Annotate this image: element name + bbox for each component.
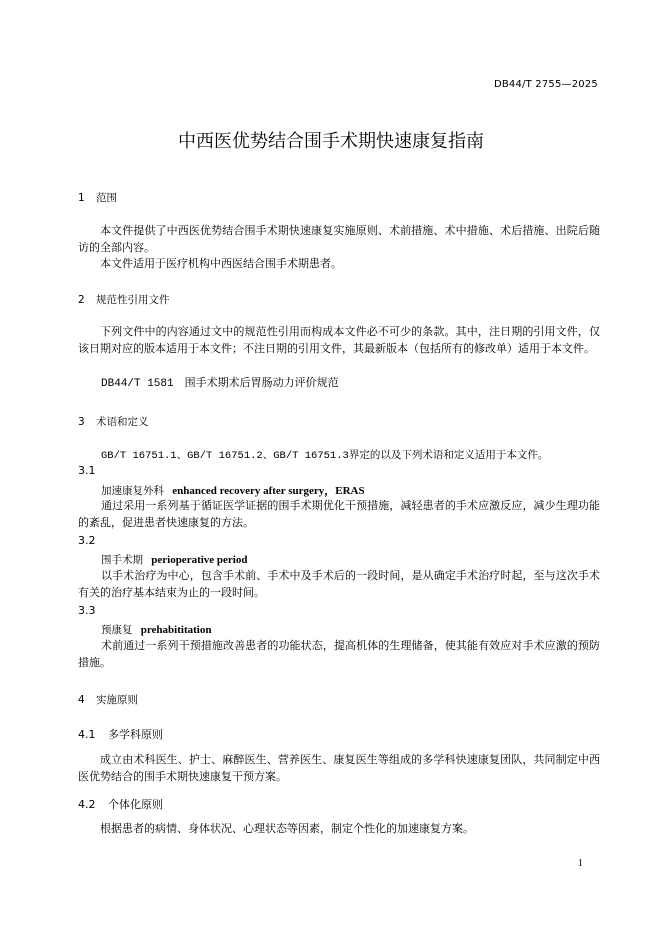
section-1-paragraph-1: 本文件提供了中西医优势结合围手术期快速康复实施原则、术前措施、术中措施、术后措施、出院后随访的全部内容。 — [78, 225, 600, 254]
term-heading — [101, 552, 247, 567]
term-english: prehabititation — [140, 624, 212, 636]
subsection-number: 4.2 — [78, 798, 96, 811]
subsection-4-1-heading — [78, 726, 163, 742]
term-definition: 术前通过一系列干预措施改善患者的功能状态，提高机体的生理储备，使其能有效应对手术应激的预防措施。 — [78, 640, 600, 669]
term-chinese: 围手术期 — [101, 554, 143, 566]
document-title: 中西医优势结合围手术期快速康复指南 — [178, 131, 484, 152]
term-chinese: 预康复 — [101, 624, 133, 636]
subsection-4-2-text: 根据患者的病情、身体状况、心理状态等因素，制定个性化的加速康复方案。 — [100, 823, 474, 835]
term-definition: 以手术治疗为中心，包含手术前、手术中及手术后的一段时间，是从确定手术治疗时起，至与这次手术有关的治疗基本结束为止的一段时间。 — [78, 570, 600, 599]
term-number: 3.1 — [78, 464, 96, 477]
term-number: 3.3 — [78, 604, 96, 617]
section-3-heading — [78, 414, 149, 429]
subsection-4-2-heading — [78, 796, 163, 812]
section-title: 范围 — [96, 192, 117, 204]
subsection-4-1-text: 成立由术科医生、护士、麻醉医生、营养医生、康复医生等组成的多学科快速康复团队，共同制定中西医优势结合的围手术期快速康复干预方案。 — [78, 754, 600, 783]
subsection-title: 多学科原则 — [108, 728, 163, 741]
section-number: 1 — [78, 192, 85, 204]
subsection-title: 个体化原则 — [108, 798, 163, 811]
section-3-intro: GB/T 16751.1、GB/T 16751.2、GB/T 16751.3界定的以及下列术语和定义适用于本文件。 — [101, 450, 549, 462]
term-definition: 通过采用一系列基于循证医学证据的围手术期优化干预措施，减轻患者的手术应激反应，减少生理功能的紊乱，促进患者快速康复的方法。 — [78, 500, 600, 529]
section-1-paragraph-2: 本文件适用于医疗机构中西医结合围手术期患者。 — [100, 258, 342, 270]
section-title: 术语和定义 — [96, 416, 149, 428]
section-4-heading — [78, 692, 138, 707]
term-number: 3.2 — [78, 534, 96, 547]
section-title: 实施原则 — [96, 694, 138, 706]
document-code: DB44/T 2755—2025 — [493, 79, 598, 90]
normative-reference: DB44/T 1581 围手术期术后胃肠动力评价规范 — [101, 378, 339, 390]
section-2-heading — [78, 292, 170, 307]
term-heading — [101, 622, 211, 637]
section-1-heading — [78, 190, 117, 205]
page-number: 1 — [578, 858, 583, 869]
section-title: 规范性引用文件 — [96, 294, 170, 306]
section-number: 2 — [78, 294, 85, 306]
section-number: 4 — [78, 694, 85, 706]
section-2-paragraph-1: 下列文件中的内容通过文中的规范性引用而构成本文件必不可少的条款。其中，注日期的引用文件，仅该日期对应的版本适用于本文件；不注日期的引用文件，其最新版本（包括所有的修改单）适用于本文件。 — [78, 326, 600, 355]
term-heading — [101, 482, 365, 498]
section-number: 3 — [78, 416, 85, 428]
term-english: enhanced recovery after surgery，ERAS — [172, 485, 365, 497]
term-english: perioperative period — [151, 554, 248, 566]
term-chinese: 加速康复外科 — [101, 485, 164, 497]
subsection-number: 4.1 — [78, 728, 96, 741]
